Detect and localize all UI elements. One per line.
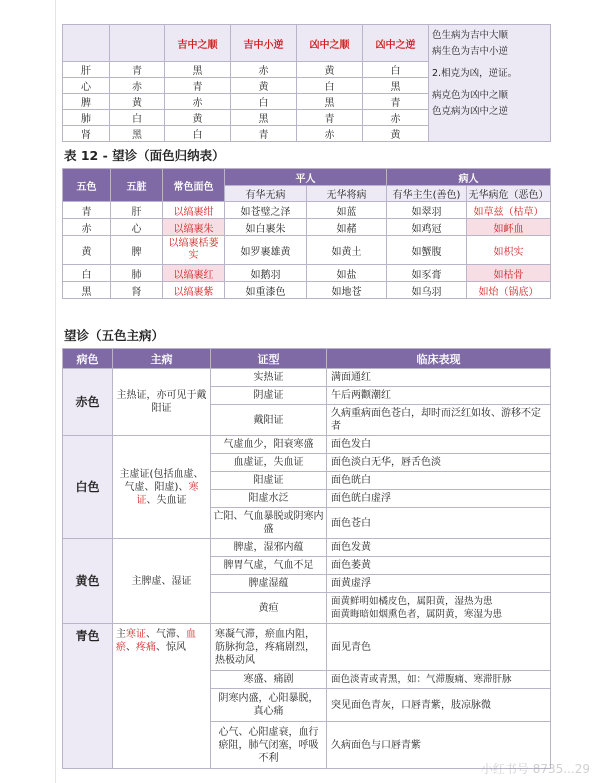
pattern-cell: 实热证 (211, 369, 327, 387)
pattern-cell: 亡阳、气血暴脱或阴寒内盛 (211, 508, 327, 539)
table-row (63, 436, 551, 454)
cell: 黄 (63, 236, 111, 265)
cell: 如鹅羽 (225, 265, 307, 282)
note-line: 病克色为凶中之顺 (432, 90, 509, 101)
table-row (63, 539, 551, 557)
header-cell: 五脏 (111, 169, 163, 202)
cell: 黑 (63, 282, 111, 299)
pattern-cell: 寒凝气滞，瘀血内阻，筋脉拘急，疼痛剧烈，热极动风 (211, 624, 327, 671)
cell: 如苍璧之泽 (225, 202, 307, 219)
table-row (63, 265, 551, 282)
header-cell: 无华病危（恶色） (467, 186, 551, 202)
cell: 白 (165, 126, 231, 142)
manifestation-cell: 面色㿠白虚浮 (327, 490, 551, 508)
five-color-disease-table (62, 348, 551, 769)
manifestation-cell: 面色发白 (327, 436, 551, 454)
pattern-cell: 阴寒内盛，心阳暴脱，真心痛 (211, 689, 327, 722)
cell: 如豕膏 (387, 265, 467, 282)
cell: 如赭 (307, 219, 387, 236)
cell: 白 (110, 110, 165, 126)
pattern-cell: 寒盛、痛剧 (211, 671, 327, 689)
header-cell: 常色面色 (163, 169, 225, 202)
note-cell (429, 25, 551, 142)
main-disease-text: 、惊风 (156, 642, 186, 653)
table-row (63, 202, 551, 219)
cell: 肝 (111, 202, 163, 219)
manifestation-line: 面黄晦暗如烟熏色者，属阴黄，寒湿为患 (331, 609, 503, 620)
cell: 白 (363, 62, 429, 78)
header-cell: 五色 (63, 169, 111, 202)
table-header-row (63, 169, 551, 186)
main-disease-cell (113, 436, 211, 539)
cell: 赤 (231, 62, 297, 78)
pattern-cell: 脾胃气虚，气血不足 (211, 557, 327, 575)
pattern-cell: 阳虚证 (211, 472, 327, 490)
cell: 黑 (363, 78, 429, 94)
watermark: 小红书号 8735...29 (480, 762, 590, 776)
note-line: 2.相克为凶，逆证。 (432, 68, 518, 79)
cell: 肺 (63, 110, 110, 126)
table2-title: 表 12 - 望诊（面色归纳表） (64, 148, 225, 163)
header-cell: 平人 (225, 169, 387, 186)
cell: 如枳实 (467, 236, 551, 265)
main-disease-text: 、气滞、 (146, 629, 186, 640)
cell: 黄 (110, 94, 165, 110)
header-cell: 无华将病 (307, 186, 387, 202)
header-cell: 有华无病 (225, 186, 307, 202)
manifestation-cell: 久病重病面色苍白，却时而泛红如妆、游移不定者 (327, 405, 551, 436)
color-cell: 赤色 (63, 369, 113, 436)
cell: 赤 (363, 110, 429, 126)
cell: 黄 (297, 62, 363, 78)
header-cell: 吉中小逆 (231, 25, 297, 62)
main-disease-text: 主 (116, 629, 126, 640)
cell: 赤 (297, 126, 363, 142)
pattern-cell: 气虚血少，阳衰寒盛 (211, 436, 327, 454)
cell: 赤 (165, 94, 231, 110)
header-cell: 临床表现 (327, 349, 551, 369)
cell: 黑 (231, 110, 297, 126)
pattern-cell: 阴虚证 (211, 387, 327, 405)
main-disease-text: 血瘀 (116, 629, 196, 653)
cell: 心 (111, 219, 163, 236)
cell: 肾 (111, 282, 163, 299)
cell: 如罗裹雄黄 (225, 236, 307, 265)
main-disease-text: 、失血证 (146, 494, 187, 506)
cell: 如乌羽 (387, 282, 467, 299)
cell: 脾 (111, 236, 163, 265)
table-row (63, 219, 551, 236)
header-cell: 病人 (387, 169, 551, 186)
header-cell: 凶中之逆 (363, 25, 429, 62)
table-header-row (63, 349, 551, 369)
pattern-cell: 黄疸 (211, 593, 327, 624)
manifestation-cell: 面见青色 (327, 624, 551, 671)
cell: 赤 (63, 219, 111, 236)
note-line: 病生色为吉中小逆 (432, 46, 509, 57)
cell: 如炲（锅底） (467, 282, 551, 299)
main-disease-text: 寒证 (126, 629, 146, 640)
cell: 如枯骨 (467, 265, 551, 282)
manifestation-cell: 面黄虚浮 (327, 575, 551, 593)
manifestation-cell: 面色㿠白 (327, 472, 551, 490)
manifestation-cell: 面色淡白无华，唇舌色淡 (327, 454, 551, 472)
color-cell: 青色 (63, 624, 113, 769)
cell: 黄 (231, 78, 297, 94)
manifestation-cell: 满面通红 (327, 369, 551, 387)
manifestation-cell (327, 593, 551, 624)
cell: 肾 (63, 126, 110, 142)
cell: 肝 (63, 62, 110, 78)
manifestation-cell: 面色萎黄 (327, 557, 551, 575)
main-disease-text: 主虚证(包括血虚、气虚、阳虚)、 (119, 468, 204, 493)
cell: 白 (297, 78, 363, 94)
manifestation-line: 面黄鲜明如橘皮色，属阳黄，湿热为患 (331, 596, 493, 607)
cell: 青 (297, 110, 363, 126)
manifestation-cell: 久病面色与口唇青紫 (327, 722, 551, 769)
manifestation-cell: 面色苍白 (327, 508, 551, 539)
five-color-relation-table (62, 24, 551, 142)
main-disease-cell (113, 624, 211, 769)
cell: 青 (363, 94, 429, 110)
pattern-cell: 戴阳证 (211, 405, 327, 436)
note-line: 色克病为凶中之逆 (432, 106, 509, 117)
cell: 以缟裹朱 (163, 219, 225, 236)
pattern-cell: 脾虚湿蕴 (211, 575, 327, 593)
table-row (63, 282, 551, 299)
table3-title: 望诊（五色主病） (64, 328, 165, 343)
color-cell: 白色 (63, 436, 113, 539)
left-margin-line (55, 0, 56, 783)
cell: 脾 (63, 94, 110, 110)
cell: 青 (231, 126, 297, 142)
pattern-cell: 阳虚水泛 (211, 490, 327, 508)
note-line: 色生病为吉中大顺 (432, 30, 509, 41)
cell: 如蓝 (307, 202, 387, 219)
main-disease-cell: 主脾虚、湿证 (113, 539, 211, 624)
cell: 青 (165, 78, 231, 94)
main-disease-cell: 主热证，亦可见于戴阳证 (113, 369, 211, 436)
header-cell: 病色 (63, 349, 113, 369)
face-color-summary-table (62, 168, 551, 299)
color-cell: 黄色 (63, 539, 113, 624)
pattern-cell: 血虚证，失血证 (211, 454, 327, 472)
pattern-cell: 脾虚，湿邪内蕴 (211, 539, 327, 557)
cell: 如草兹（枯草） (467, 202, 551, 219)
table-header-row (63, 25, 551, 62)
cell: 心 (63, 78, 110, 94)
cell: 以缟裹紫 (163, 282, 225, 299)
cell: 如白裹朱 (225, 219, 307, 236)
cell: 如地苍 (307, 282, 387, 299)
cell: 黑 (297, 94, 363, 110)
cell: 肺 (111, 265, 163, 282)
main-disease-text: 疼痛 (136, 642, 156, 653)
header-cell: 吉中之顺 (165, 25, 231, 62)
cell: 如盐 (307, 265, 387, 282)
manifestation-cell: 面色发黄 (327, 539, 551, 557)
header-cell (110, 25, 165, 62)
cell: 白 (231, 94, 297, 110)
cell: 赤 (110, 78, 165, 94)
cell: 黑 (110, 126, 165, 142)
header-cell: 证型 (211, 349, 327, 369)
cell: 青 (63, 202, 111, 219)
cell: 如鸡冠 (387, 219, 467, 236)
table-row (63, 369, 551, 387)
header-cell (63, 25, 110, 62)
header-cell: 主病 (113, 349, 211, 369)
pattern-cell: 心气、心阳虚衰，血行瘀阻，肺气闭塞，呼吸不利 (211, 722, 327, 769)
cell: 如蟹腹 (387, 236, 467, 265)
manifestation-cell: 面色淡青或青黑，如：气滞腹痛、寒滞肝脉 (327, 671, 551, 689)
table-row (63, 624, 551, 671)
manifestation-cell: 突见面色青灰，口唇青紫，肢凉脉微 (327, 689, 551, 722)
cell: 青 (110, 62, 165, 78)
cell: 以缟裹绀 (163, 202, 225, 219)
main-disease-text: 寒证 (136, 481, 199, 506)
header-cell: 凶中之顺 (297, 25, 363, 62)
cell: 如翠羽 (387, 202, 467, 219)
cell: 以缟裹栝蒌实 (163, 236, 225, 265)
main-disease-text: 、 (126, 642, 136, 653)
cell: 如重漆色 (225, 282, 307, 299)
cell: 以缟裹红 (163, 265, 225, 282)
cell: 黑 (165, 62, 231, 78)
cell: 黄 (165, 110, 231, 126)
header-cell: 有华主生(善色) (387, 186, 467, 202)
manifestation-cell: 午后两颧潮红 (327, 387, 551, 405)
cell: 白 (63, 265, 111, 282)
cell: 黄 (363, 126, 429, 142)
cell: 如黄土 (307, 236, 387, 265)
table-row (63, 236, 551, 265)
cell: 如衃血 (467, 219, 551, 236)
